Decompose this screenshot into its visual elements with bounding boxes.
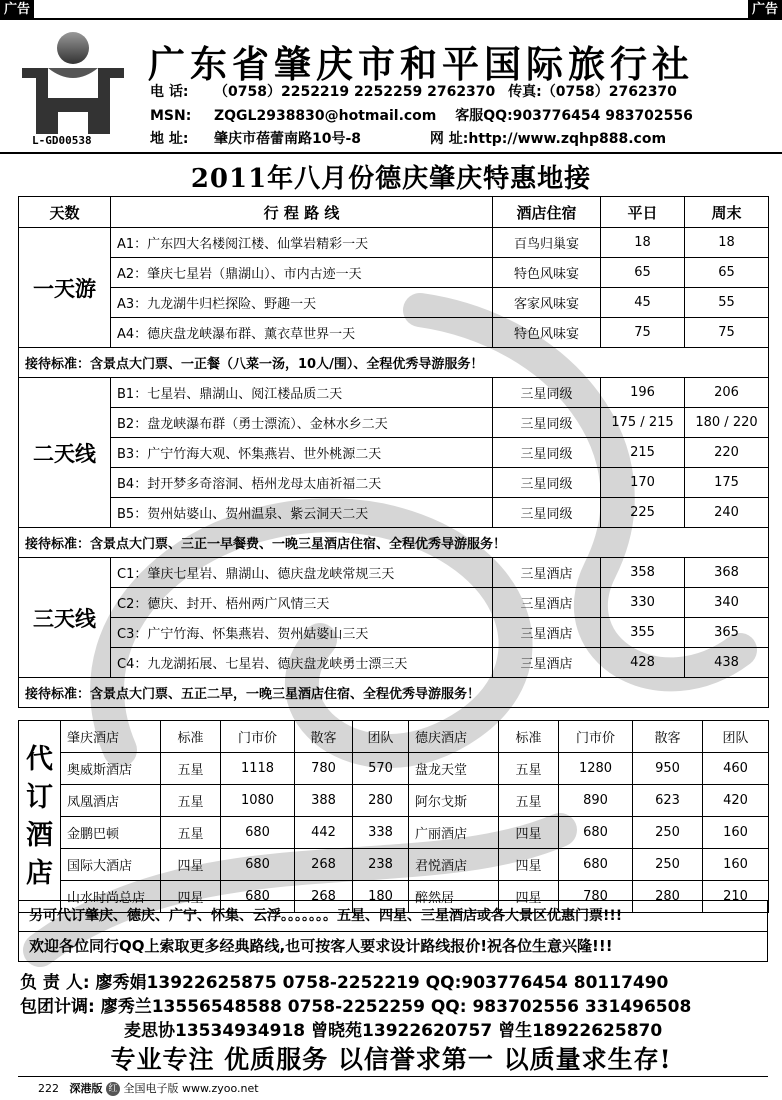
table-row — [19, 498, 769, 528]
ad-label-right: 广告 — [748, 0, 782, 20]
hotel-cell: 四星 — [499, 849, 559, 881]
hotel-cell: 210 — [703, 881, 769, 913]
address-line — [150, 128, 666, 148]
hotel-cell: 百鸟归巢宴 — [493, 228, 601, 258]
hotel-cell: 570 — [353, 753, 409, 785]
hotel-cell: 680 — [221, 849, 295, 881]
weekend-price: 175 — [685, 468, 769, 498]
footer-divider — [18, 1076, 768, 1077]
hotel-cell: 460 — [703, 753, 769, 785]
hotel-header-cell: 散客 — [295, 721, 353, 753]
hotel-cell: 五星 — [161, 753, 221, 785]
weekend-price: 55 — [685, 288, 769, 318]
edition-badge: 红 — [106, 1082, 120, 1096]
weekend-price: 368 — [685, 558, 769, 588]
group-label-three-day: 三天线 — [19, 558, 111, 678]
weekday-price: 358 — [601, 558, 685, 588]
hotel-cell: 680 — [221, 881, 295, 913]
hotel-cell: 盘龙天堂 — [409, 753, 499, 785]
welcome-note: 欢迎各位同行QQ上索取更多经典路线,也可按客人要求设计路线报价!祝各位生意兴隆!!! — [18, 931, 768, 962]
hotel-cell: 1280 — [559, 753, 633, 785]
weekend-price: 75 — [685, 318, 769, 348]
hotel-cell: 阿尔戈斯 — [409, 785, 499, 817]
hotel-cell: 180 — [353, 881, 409, 913]
weekend-price: 65 — [685, 258, 769, 288]
service-standard-text: 接待标准：含景点大门票、三正一早餐费、一晚三星酒店住宿、全程优秀导游服务！ — [19, 528, 769, 558]
service-standard-row — [19, 348, 769, 378]
weekend-price: 365 — [685, 618, 769, 648]
table-row — [19, 849, 769, 881]
group-planner-contact: 包团计调: 廖秀兰13556548588 0758-2252259 QQ: 983702556 331496508 — [20, 997, 692, 1017]
page-footer — [38, 1080, 259, 1096]
hotel-cell: 950 — [633, 753, 703, 785]
table-row — [19, 438, 769, 468]
msn-value: ZQGL2938830@hotmail.com — [214, 108, 437, 124]
hotel-cell: 238 — [353, 849, 409, 881]
hotel-cell: 268 — [295, 881, 353, 913]
weekend-price: 206 — [685, 378, 769, 408]
hotel-cell: 160 — [703, 849, 769, 881]
address-value: 肇庆市蓓蕾南路10号-8 — [214, 131, 362, 147]
table-row — [19, 558, 769, 588]
route-cell: A4：德庆盘龙峡瀑布群、薰衣草世界一天 — [111, 318, 493, 348]
hotel-cell: 客家风味宴 — [493, 288, 601, 318]
header-days: 天数 — [19, 197, 111, 228]
hotel-cell: 四星 — [161, 849, 221, 881]
weekend-price: 18 — [685, 228, 769, 258]
header-weekday: 平日 — [601, 197, 685, 228]
route-cell: B5：贺州姑婆山、贺州温泉、紫云洞天二天 — [111, 498, 493, 528]
agency-logo-icon — [18, 28, 128, 136]
group-label-two-day: 二天线 — [19, 378, 111, 528]
weekday-price: 170 — [601, 468, 685, 498]
hotel-cell: 金鹏巴顿 — [61, 817, 161, 849]
table-row — [19, 588, 769, 618]
hotel-cell: 780 — [295, 753, 353, 785]
hotel-cell: 特色风味宴 — [493, 258, 601, 288]
hotel-cell: 奥威斯酒店 — [61, 753, 161, 785]
hotel-cell: 凤凰酒店 — [61, 785, 161, 817]
qq-label: 客服QQ: — [455, 108, 513, 124]
route-cell: B2：盘龙峡瀑布群（勇士漂流）、金林水乡二天 — [111, 408, 493, 438]
hotel-cell: 三星酒店 — [493, 558, 601, 588]
hotel-header-cell: 标准 — [499, 721, 559, 753]
slogan: 专业专注 优质服务 以信誉求第一 以质量求生存! — [110, 1045, 672, 1074]
hotel-cell: 山水时尚总店 — [61, 881, 161, 913]
weekday-price: 196 — [601, 378, 685, 408]
hotel-cell: 三星同级 — [493, 438, 601, 468]
hotel-header-cell: 门市价 — [221, 721, 295, 753]
weekday-price: 45 — [601, 288, 685, 318]
hotel-cell: 五星 — [499, 753, 559, 785]
hotel-cell: 680 — [221, 817, 295, 849]
hotel-booking-table — [18, 720, 769, 913]
service-standard-text: 接待标准：含景点大门票、一正餐（八菜一汤，10人/围）、全程优秀导游服务！ — [19, 348, 769, 378]
side-char: 代 — [26, 743, 53, 775]
msn-label: MSN: — [150, 108, 192, 124]
weekday-price: 225 — [601, 498, 685, 528]
route-cell: C3：广宁竹海、怀集燕岩、贺州姑婆山三天 — [111, 618, 493, 648]
msn-line — [150, 105, 693, 125]
hotel-cell: 420 — [703, 785, 769, 817]
hotel-cell: 五星 — [499, 785, 559, 817]
hotel-cell: 780 — [559, 881, 633, 913]
service-standard-row — [19, 678, 769, 708]
table-row — [19, 753, 769, 785]
table-row — [19, 318, 769, 348]
table-header-row — [19, 197, 769, 228]
route-cell: A2：肇庆七星岩（鼎湖山）、市内古迹一天 — [111, 258, 493, 288]
hotel-cell: 特色风味宴 — [493, 318, 601, 348]
hotel-cell: 623 — [633, 785, 703, 817]
weekday-price: 175 / 215 — [601, 408, 685, 438]
service-standard-text: 接待标准：含景点大门票、五正二早，一晚三星酒店住宿、全程优秀导游服务！ — [19, 678, 769, 708]
web-label: 网 址: — [429, 131, 469, 147]
ticket-note: 另可代订肇庆、德庆、广宁、怀集、云浮。。。。。。。五星、四星、三星酒店或各大景区优惠门票!!! — [18, 900, 768, 932]
hotel-cell: 680 — [559, 849, 633, 881]
hotel-side-label — [19, 721, 61, 913]
hotel-cell: 388 — [295, 785, 353, 817]
fax-value: （0758）2762370 — [541, 84, 677, 100]
hotel-cell: 三星同级 — [493, 408, 601, 438]
manager-contact: 负 责 人: 廖秀娟13922625875 0758-2252219 QQ:903776454 80117490 — [20, 973, 669, 993]
table-row — [19, 468, 769, 498]
hotel-cell: 五星 — [161, 785, 221, 817]
qq-value: 903776454 983702556 — [512, 108, 693, 124]
table-row — [19, 228, 769, 258]
fax-label: 传真: — [508, 84, 542, 100]
route-cell: C1：肇庆七星岩、鼎湖山、德庆盘龙峡常规三天 — [111, 558, 493, 588]
hotel-cell: 广丽酒店 — [409, 817, 499, 849]
hotel-cell: 160 — [703, 817, 769, 849]
address-label: 地 址: — [150, 131, 189, 147]
web-value[interactable]: http://www.zqhp888.com — [468, 131, 667, 147]
weekday-price: 75 — [601, 318, 685, 348]
hotel-cell: 280 — [633, 881, 703, 913]
hotel-header-cell: 标准 — [161, 721, 221, 753]
phone-label: 电 话: — [150, 84, 189, 100]
hotel-cell: 680 — [559, 817, 633, 849]
header-divider — [0, 152, 782, 154]
weekend-price: 438 — [685, 648, 769, 678]
hotel-cell: 三星酒店 — [493, 588, 601, 618]
hotel-cell: 三星同级 — [493, 378, 601, 408]
route-cell: B3：广宁竹海大观、怀集燕岩、世外桃源二天 — [111, 438, 493, 468]
weekend-price: 220 — [685, 438, 769, 468]
hotel-header-row — [19, 721, 769, 753]
weekend-price: 340 — [685, 588, 769, 618]
page-number: 222 — [38, 1082, 59, 1095]
route-price-table — [18, 196, 769, 708]
hotel-cell: 醉然居 — [409, 881, 499, 913]
route-cell: B1：七星岩、鼎湖山、阅江楼品质二天 — [111, 378, 493, 408]
route-cell: C2：德庆、封开、梧州两广风情三天 — [111, 588, 493, 618]
hotel-header-cell: 团队 — [353, 721, 409, 753]
hotel-cell: 三星酒店 — [493, 648, 601, 678]
agency-header — [0, 20, 782, 150]
hotel-cell: 四星 — [499, 881, 559, 913]
service-standard-row — [19, 528, 769, 558]
additional-contacts: 麦思协13534934918 曾晓苑13922620757 曾生18922625870 — [124, 1021, 663, 1041]
hotel-cell: 1118 — [221, 753, 295, 785]
hotel-header-cell: 团队 — [703, 721, 769, 753]
table-row — [19, 618, 769, 648]
route-cell: C4：九龙湖拓展、七星岩、德庆盘龙峡勇士漂三天 — [111, 648, 493, 678]
weekday-price: 330 — [601, 588, 685, 618]
header-route: 行 程 路 线 — [111, 197, 493, 228]
weekday-price: 65 — [601, 258, 685, 288]
hotel-header-cell: 肇庆酒店 — [61, 721, 161, 753]
hotel-cell: 250 — [633, 817, 703, 849]
hotel-cell: 君悦酒店 — [409, 849, 499, 881]
weekday-price: 215 — [601, 438, 685, 468]
side-char: 订 — [26, 781, 53, 813]
hotel-cell: 1080 — [221, 785, 295, 817]
phone-value: （0758）2252219 2252259 2762370 — [214, 84, 496, 100]
route-cell: A3：九龙湖牛归栏探险、野趣一天 — [111, 288, 493, 318]
weekend-price: 240 — [685, 498, 769, 528]
hotel-cell: 280 — [353, 785, 409, 817]
table-row — [19, 817, 769, 849]
hotel-cell: 250 — [633, 849, 703, 881]
table-row — [19, 648, 769, 678]
table-row — [19, 378, 769, 408]
hotel-cell: 890 — [559, 785, 633, 817]
hotel-cell: 268 — [295, 849, 353, 881]
weekend-price: 180 / 220 — [685, 408, 769, 438]
side-char: 酒 — [26, 819, 53, 851]
hotel-header-cell: 德庆酒店 — [409, 721, 499, 753]
route-cell: A1：广东四大名楼阅江楼、仙掌岩精彩一天 — [111, 228, 493, 258]
hotel-cell: 三星同级 — [493, 468, 601, 498]
hotel-cell: 四星 — [499, 817, 559, 849]
table-row — [19, 408, 769, 438]
group-label-one-day: 一天游 — [19, 228, 111, 348]
hotel-cell: 国际大酒店 — [61, 849, 161, 881]
route-cell: B4：封开梦多奇溶洞、梧州龙母太庙祈福二天 — [111, 468, 493, 498]
side-char: 店 — [26, 857, 53, 889]
hotel-header-cell: 散客 — [633, 721, 703, 753]
table-row — [19, 785, 769, 817]
hotel-cell: 五星 — [161, 817, 221, 849]
footer-site[interactable]: 全国电子版 www.zyoo.net — [123, 1082, 259, 1095]
table-row — [19, 258, 769, 288]
weekday-price: 355 — [601, 618, 685, 648]
header-hotel: 酒店住宿 — [493, 197, 601, 228]
edition-label: 深港版 — [69, 1082, 103, 1095]
hotel-header-cell: 门市价 — [559, 721, 633, 753]
hotel-cell: 338 — [353, 817, 409, 849]
hotel-cell: 三星同级 — [493, 498, 601, 528]
hotel-cell: 三星酒店 — [493, 618, 601, 648]
weekday-price: 428 — [601, 648, 685, 678]
hotel-cell: 442 — [295, 817, 353, 849]
license-code: L-GD00538 — [32, 134, 92, 147]
ad-label-left: 广告 — [0, 0, 34, 20]
company-name: 广东省肇庆市和平国际旅行社 — [148, 42, 694, 86]
page-title: 2011年八月份德庆肇庆特惠地接 — [190, 164, 592, 194]
hotel-cell: 四星 — [161, 881, 221, 913]
header-weekend: 周末 — [685, 197, 769, 228]
table-row — [19, 288, 769, 318]
weekday-price: 18 — [601, 228, 685, 258]
phone-line — [150, 81, 677, 101]
